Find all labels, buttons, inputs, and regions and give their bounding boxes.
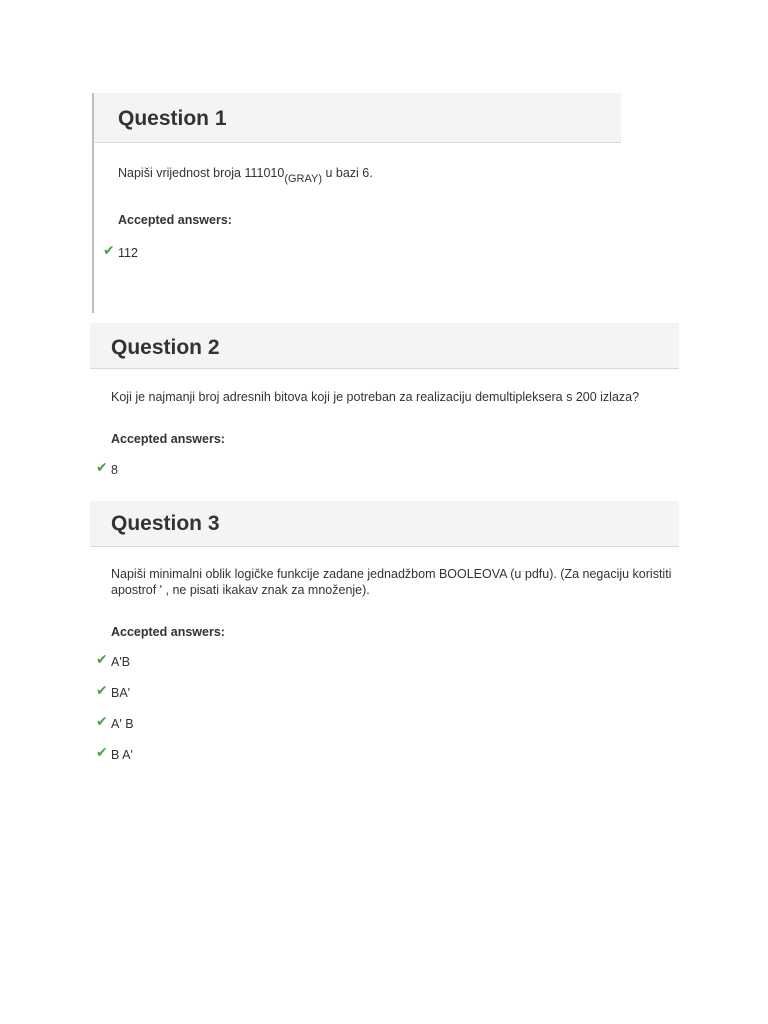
check-icon: ✔ [103,242,115,258]
question-1-text-main: Napiši vrijednost broja 111010 [118,166,285,180]
question-2-header [90,323,679,369]
accepted-answers-label: Accepted answers: [118,213,232,227]
question-1-header [94,93,621,143]
answer-text: B A' [111,748,133,762]
question-1 [92,93,621,313]
accepted-answers-label: Accepted answers: [111,625,225,639]
answer-text: 112 [118,246,138,260]
question-1-text-subscript: (GRAY) [284,173,322,185]
check-icon: ✔ [96,744,108,760]
accepted-answers-label: Accepted answers: [111,432,225,446]
check-icon: ✔ [96,459,108,475]
question-2-title: Question 2 [111,336,220,359]
check-icon: ✔ [96,682,108,698]
question-3-text: Napiši minimalni oblik logičke funkcije zadane jednadžbom BOOLEOVA (u pdfu). (Za negaciju koristiti apostrof ' , ne pisati ikakav znak za množenje). [111,567,672,597]
question-3 [90,501,679,771]
answer-text: BA' [111,686,131,700]
question-1-text-suffix: u bazi 6. [322,166,373,180]
question-1-title: Question 1 [118,107,227,130]
question-2-text: Koji je najmanji broj adresnih bitova koji je potreban za realizaciju demultipleksera s 200 izlaza? [111,390,640,404]
check-icon: ✔ [96,713,108,729]
check-icon: ✔ [96,651,108,667]
question-3-title: Question 3 [111,512,220,535]
question-2 [90,323,679,495]
question-3-header [90,501,679,547]
question-1-text [118,165,598,185]
answer-text: A'B [111,655,131,669]
answer-text: 8 [111,463,118,477]
answer-text: A' B [111,717,134,731]
